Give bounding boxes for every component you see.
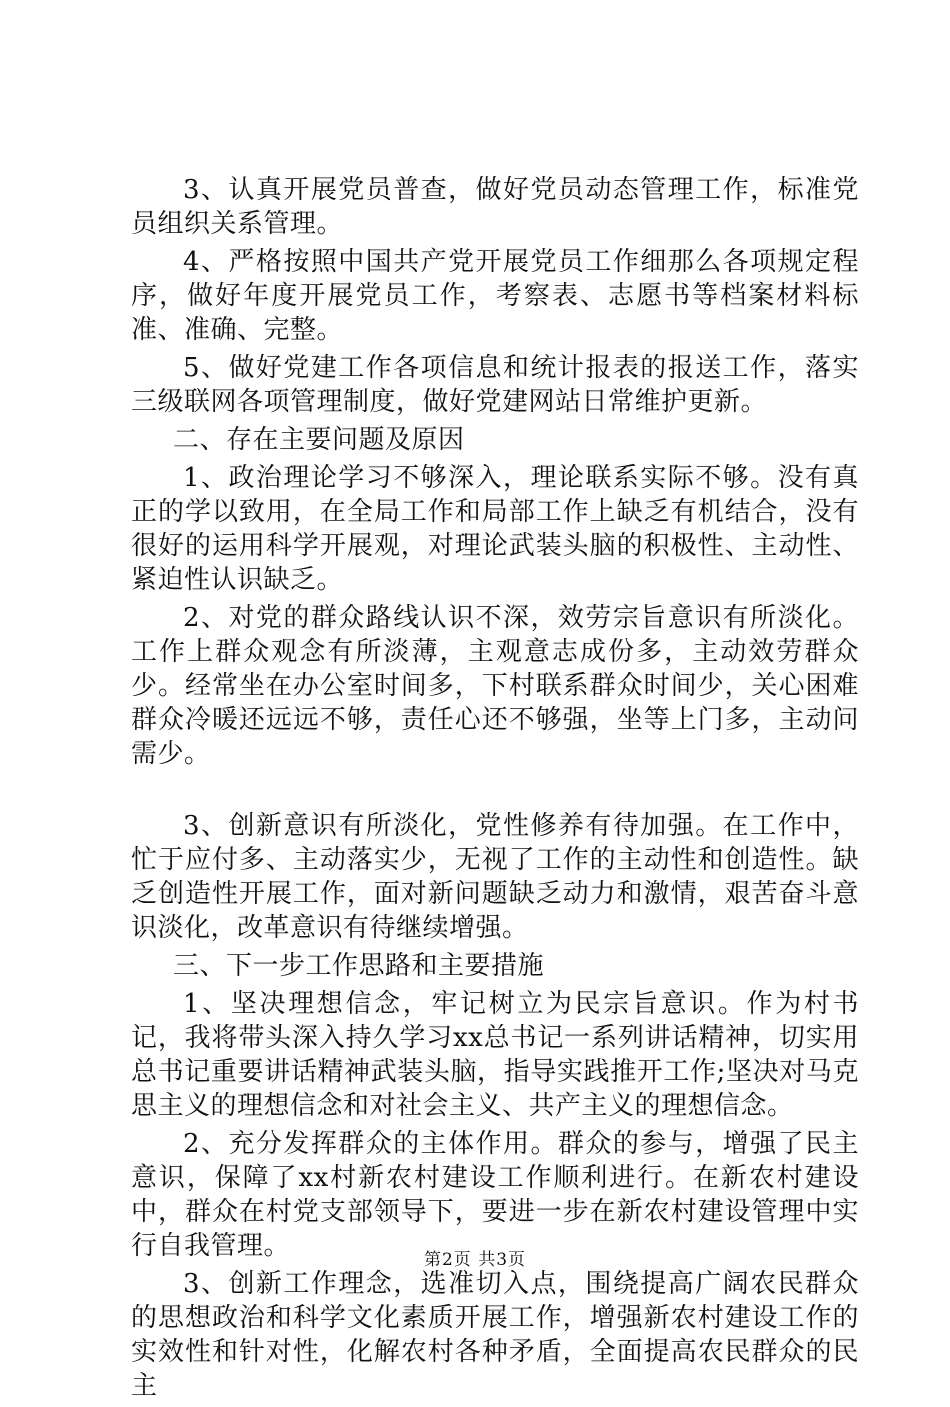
paragraph-theory-study: 1、政治理论学习不够深入，理论联系实际不够。没有真正的学以致用，在全局工作和局部工作上缺乏有机结合，没有很好的运用科学开展观，对理论武装头脑的积极性、主动性、紧迫性认识缺乏。 [131, 463, 859, 595]
paragraph-member-development: 4、严格按照中国共产党开展党员工作细那么各项规定程序，做好年度开展党员工作，考察表、志愿书等档案材料标准、准确、完整。 [131, 247, 859, 345]
paragraph-mass-line: 2、对党的群众路线认识不深，效劳宗旨意识有所淡化。工作上群众观念有所淡薄，主观意志成份多，主动效劳群众少。经常坐在办公室时间多，下村联系群众时间少，关心困难群众冷暖还远远不够，责任心还不够强，坐等上门多，主动问需少。 [131, 603, 859, 769]
paragraph-work-concept: 3、创新工作理念，选准切入点，围绕提高广阔农民群众的思想政治和科学文化素质开展工作，增强新农村建设工作的实效性和针对性，化解农村各种矛盾，全面提高农民群众的民主 [131, 1269, 859, 1401]
paragraph-membership-census: 3、认真开展党员普查，做好党员动态管理工作，标准党员组织关系管理。 [131, 175, 859, 239]
section-heading-problems: 二、存在主要问题及原因 [173, 425, 465, 455]
page-footer: 第2页 共3页 [423, 1250, 527, 1270]
document-body [131, 173, 859, 1407]
paragraph-innovation: 3、创新意识有所淡化，党性修养有待加强。在工作中，忙于应付多、主动落实少，无视了工作的主动性和创造性。缺乏创造性开展工作，面对新问题缺乏动力和激情，艰苦奋斗意识淡化，改革意识有待继续增强。 [131, 811, 859, 943]
paragraph-information-reporting: 5、做好党建工作各项信息和统计报表的报送工作，落实三级联网各项管理制度，做好党建网站日常维护更新。 [131, 353, 859, 417]
paragraph-mass-role: 2、充分发挥群众的主体作用。群众的参与，增强了民主意识，保障了xx村新农村建设工作顺利进行。在新农村建设中，群众在村党支部领导下，要进一步在新农村建设管理中实行自我管理。 [131, 1129, 859, 1261]
paragraph-ideals-beliefs: 1、坚决理想信念，牢记树立为民宗旨意识。作为村书记，我将带头深入持久学习xx总书记一系列讲话精神，切实用总书记重要讲话精神武装头脑，指导实践推开工作;坚决对马克思主义的理想信念和对社会主义、共产主义的理想信念。 [131, 989, 859, 1121]
section-heading-next-steps: 三、下一步工作思路和主要措施 [173, 951, 545, 981]
